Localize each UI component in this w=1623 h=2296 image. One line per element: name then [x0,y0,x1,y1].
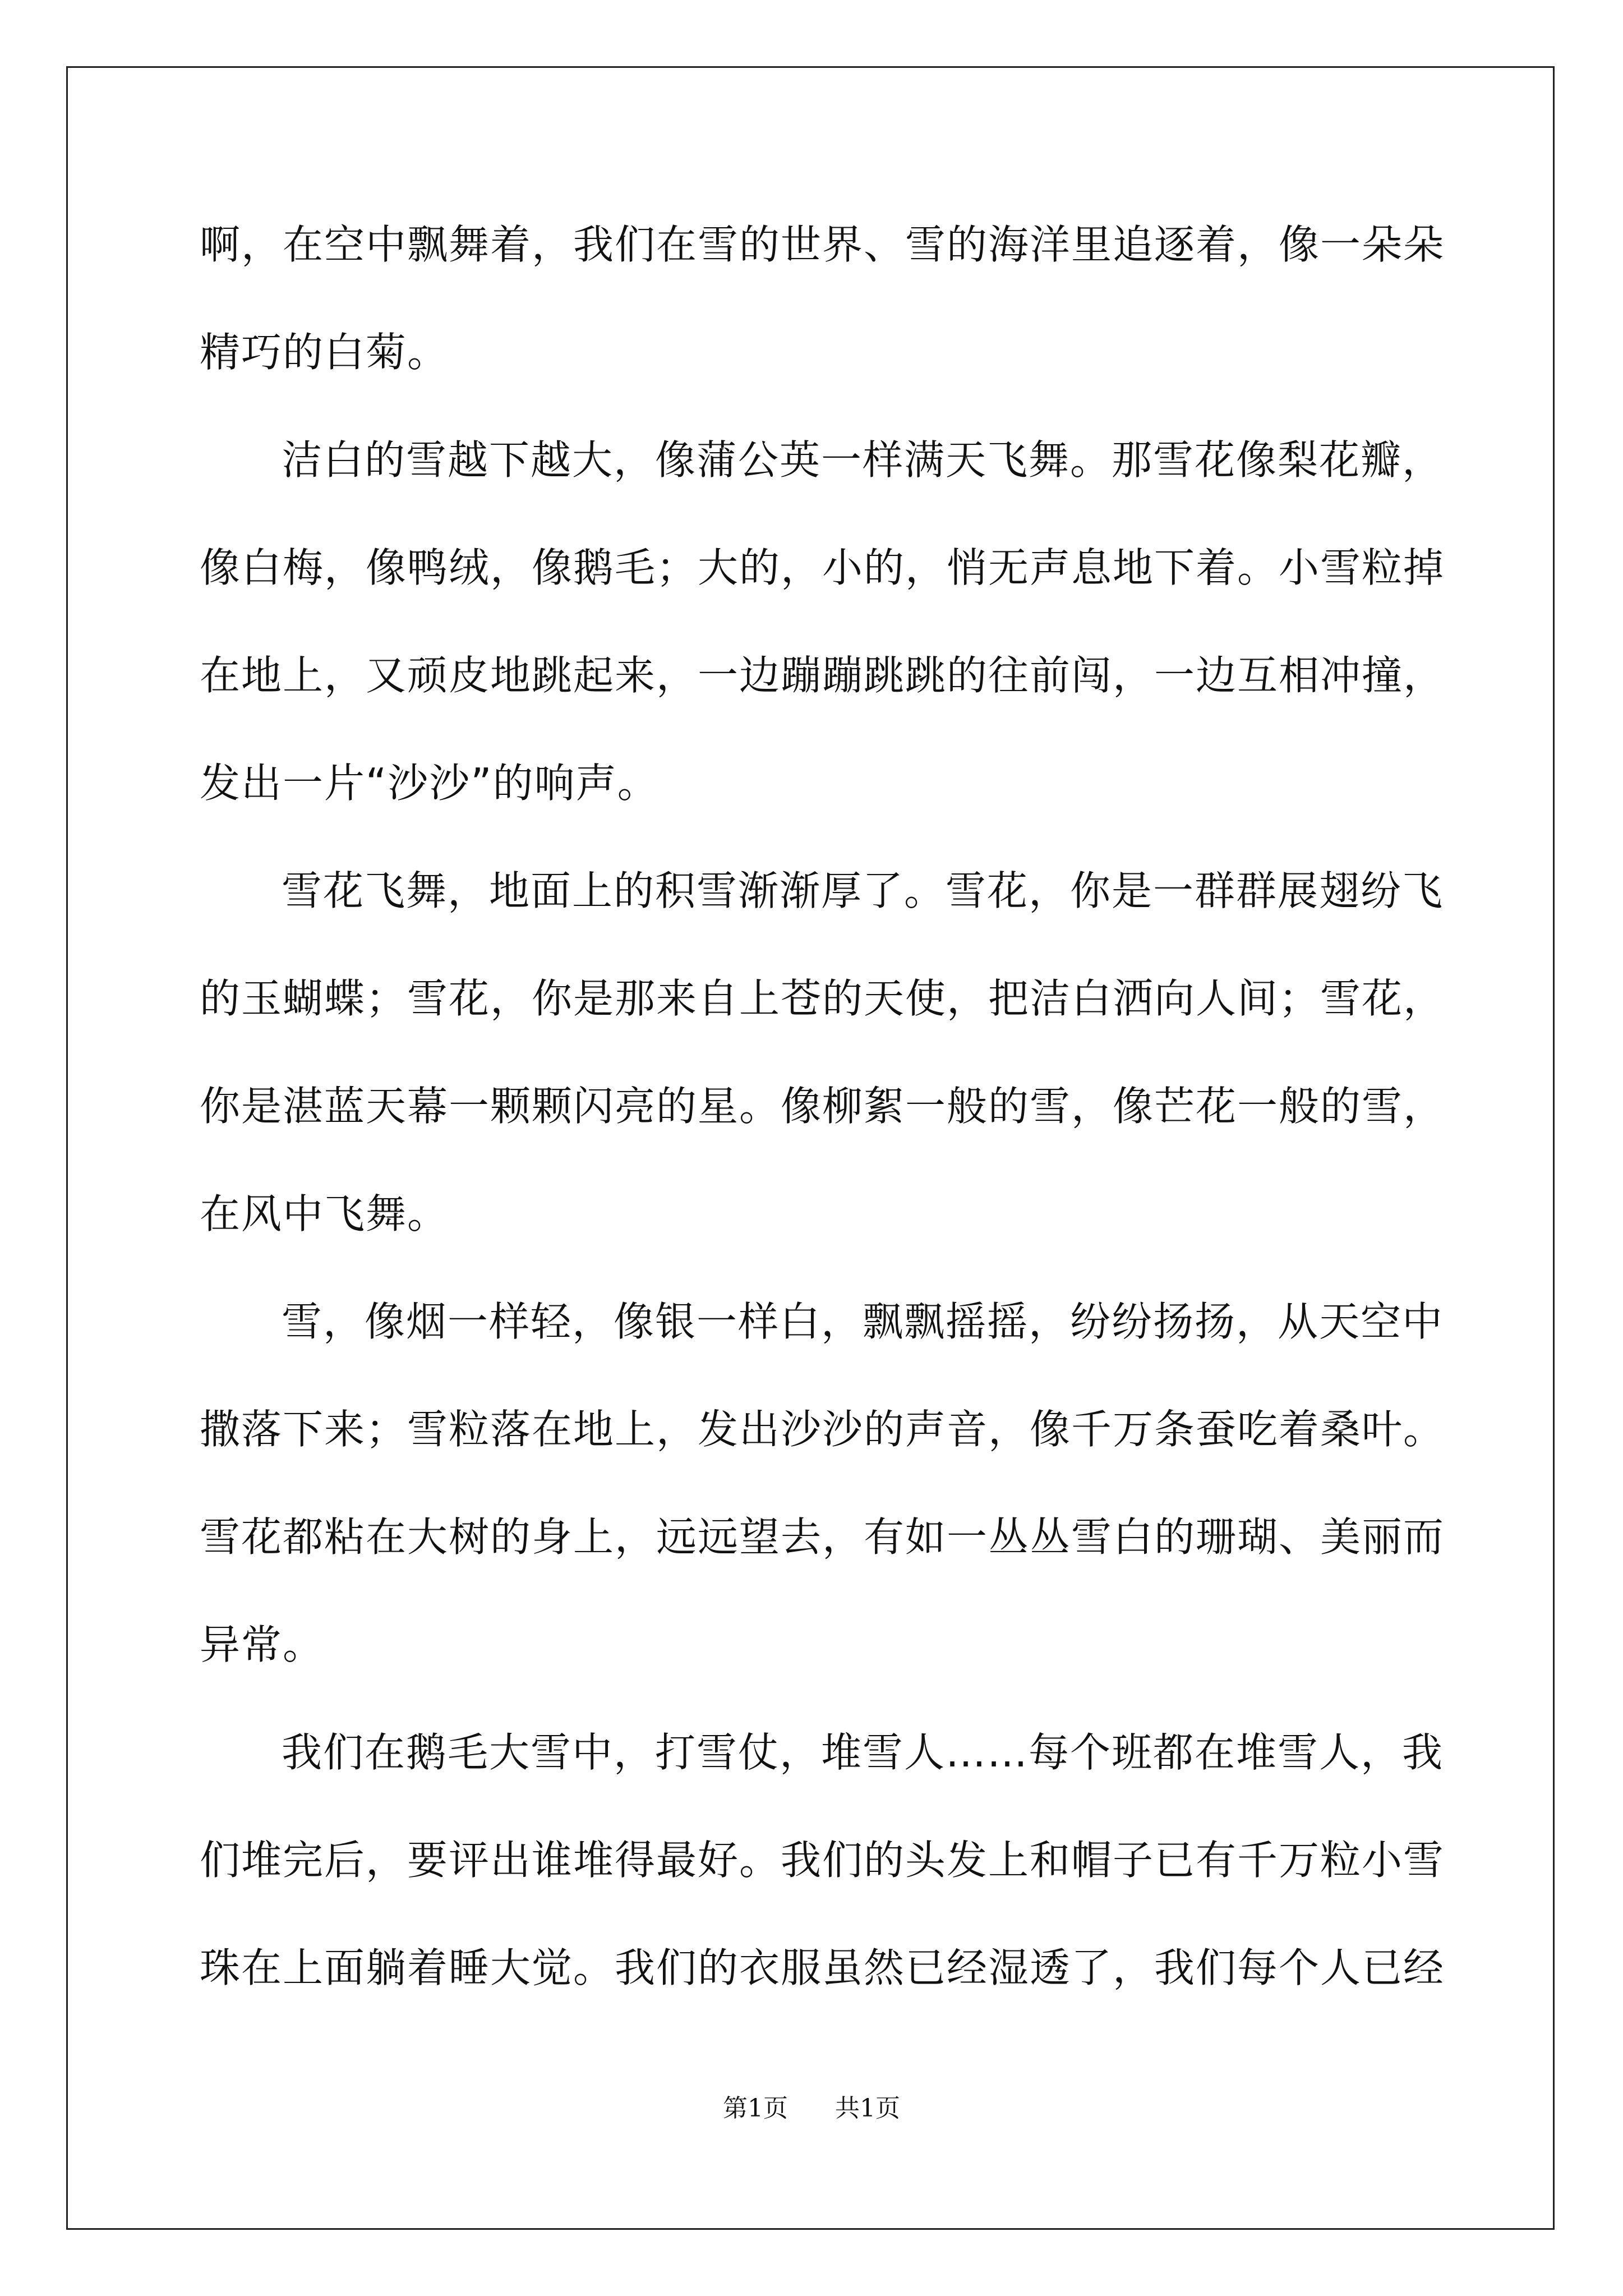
text-line: 像白梅，像鸭绒，像鹅毛；大的，小的，悄无声息地下着。小雪粒掉 [200,544,1445,591]
page-footer [0,2092,1623,2125]
text-line: 你是湛蓝天幕一颗颗闪亮的星。像柳絮一般的雪，像芒花一般的雪， [200,1083,1445,1130]
text-line: 雪，像烟一样轻，像银一样白，飘飘摇摇，纷纷扬扬，从天空中 [282,1298,1444,1345]
text-line: 洁白的雪越下越大，像蒲公英一样满天飞舞。那雪花像梨花瓣， [282,436,1444,484]
text-line: 在地上，又顽皮地跳起来，一边蹦蹦跳跳的往前闯，一边互相冲撞， [200,652,1445,699]
text-line: 精巧的白菊。 [200,329,449,376]
text-line: 在风中飞舞。 [200,1190,449,1237]
document-body [200,218,1445,2049]
text-line: 们堆完后，要评出谁堆得最好。我们的头发上和帽子已有千万粒小雪 [200,1837,1445,1884]
text-line: 发出一片“沙沙”的响声。 [200,760,659,807]
page-number: 第1页 [723,2094,788,2123]
text-line: 雪花飞舞，地面上的积雪渐渐厚了。雪花，你是一群群展翅纷飞 [282,867,1444,914]
text-line: 我们在鹅毛大雪中，打雪仗，堆雪人……每个班都在堆雪人，我 [282,1729,1444,1776]
text-line: 异常。 [200,1621,325,1668]
text-line: 撒落下来；雪粒落在地上，发出沙沙的声音，像千万条蚕吃着桑叶。 [200,1406,1445,1453]
text-line: 啊，在空中飘舞着，我们在雪的世界、雪的海洋里追逐着，像一朵朵 [200,221,1445,268]
text-line: 的玉蝴蝶；雪花，你是那来自上苍的天使，把洁白洒向人间；雪花， [200,975,1445,1022]
text-line: 雪花都粘在大树的身上，远远望去，有如一丛丛雪白的珊瑚、美丽而 [200,1513,1445,1561]
page-total: 共1页 [835,2094,900,2123]
text-line: 珠在上面躺着睡大觉。我们的衣服虽然已经湿透了，我们每个人已经 [200,1944,1445,1991]
